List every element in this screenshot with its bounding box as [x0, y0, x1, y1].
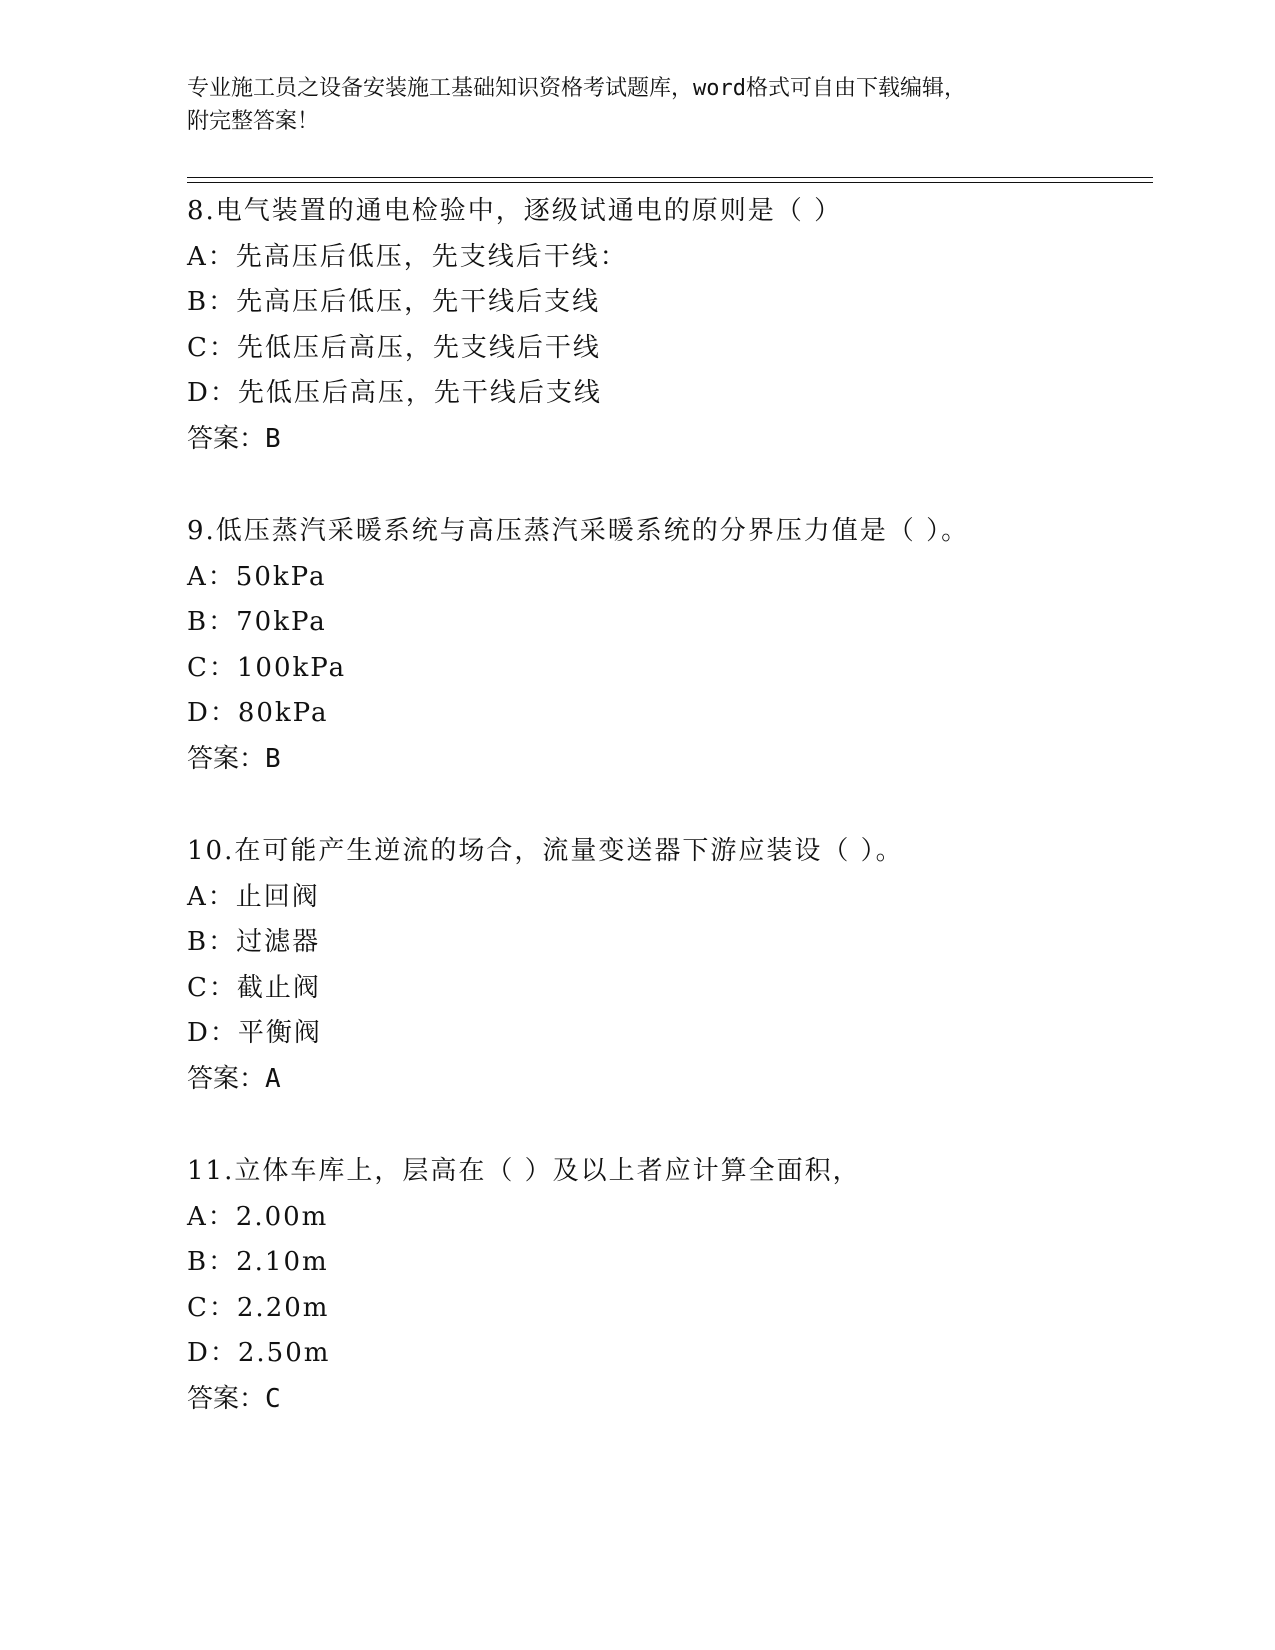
question-8 — [187, 189, 1147, 462]
option-a: A：止回阀 — [187, 881, 320, 912]
option-c: C：先低压后高压，先支线后干线 — [187, 332, 601, 363]
question-stem: 8.电气装置的通电检验中，逐级试通电的原则是（ ） — [187, 196, 843, 226]
answer: 答案：C — [187, 1383, 281, 1414]
option-d: D：2.50m — [187, 1338, 331, 1368]
question-stem: 10.在可能产生逆流的场合，流量变送器下游应装设（ ）。 — [187, 836, 904, 866]
question-stem: 11.立体车库上，层高在（ ）及以上者应计算全面积， — [187, 1156, 861, 1186]
option-b: B：过滤器 — [187, 927, 321, 957]
option-d: D：先低压后高压，先干线后支线 — [187, 378, 602, 408]
option-b: B：2.10m — [187, 1247, 329, 1277]
header-line-1: 专业施工员之设备安装施工基础知识资格考试题库，word格式可自由下载编辑， — [187, 76, 966, 101]
option-a: A：2.00m — [187, 1201, 329, 1232]
question-list — [187, 189, 1147, 1422]
answer: 答案：A — [187, 1063, 281, 1094]
question-stem: 9.低压蒸汽采暖系统与高压蒸汽采暖系统的分界压力值是（ ）。 — [187, 516, 970, 546]
option-a: A：50kPa — [187, 561, 327, 592]
header-divider-top — [187, 177, 1153, 178]
answer: 答案：B — [187, 743, 281, 774]
option-a: A：先高压后低压，先支线后干线： — [187, 241, 628, 272]
option-c: C：100kPa — [187, 652, 347, 683]
option-d: D：80kPa — [187, 698, 329, 728]
option-d: D：平衡阀 — [187, 1018, 322, 1048]
document-header — [187, 72, 1067, 138]
option-c: C：截止阀 — [187, 972, 321, 1003]
answer: 答案：B — [187, 423, 281, 454]
option-b: B：先高压后低压，先干线后支线 — [187, 287, 601, 317]
header-divider-bottom — [187, 182, 1153, 183]
question-9 — [187, 509, 1147, 782]
option-c: C：2.20m — [187, 1292, 330, 1323]
header-line-2: 附完整答案！ — [187, 109, 320, 134]
option-b: B：70kPa — [187, 607, 327, 637]
question-10 — [187, 829, 1147, 1102]
question-11 — [187, 1149, 1147, 1422]
